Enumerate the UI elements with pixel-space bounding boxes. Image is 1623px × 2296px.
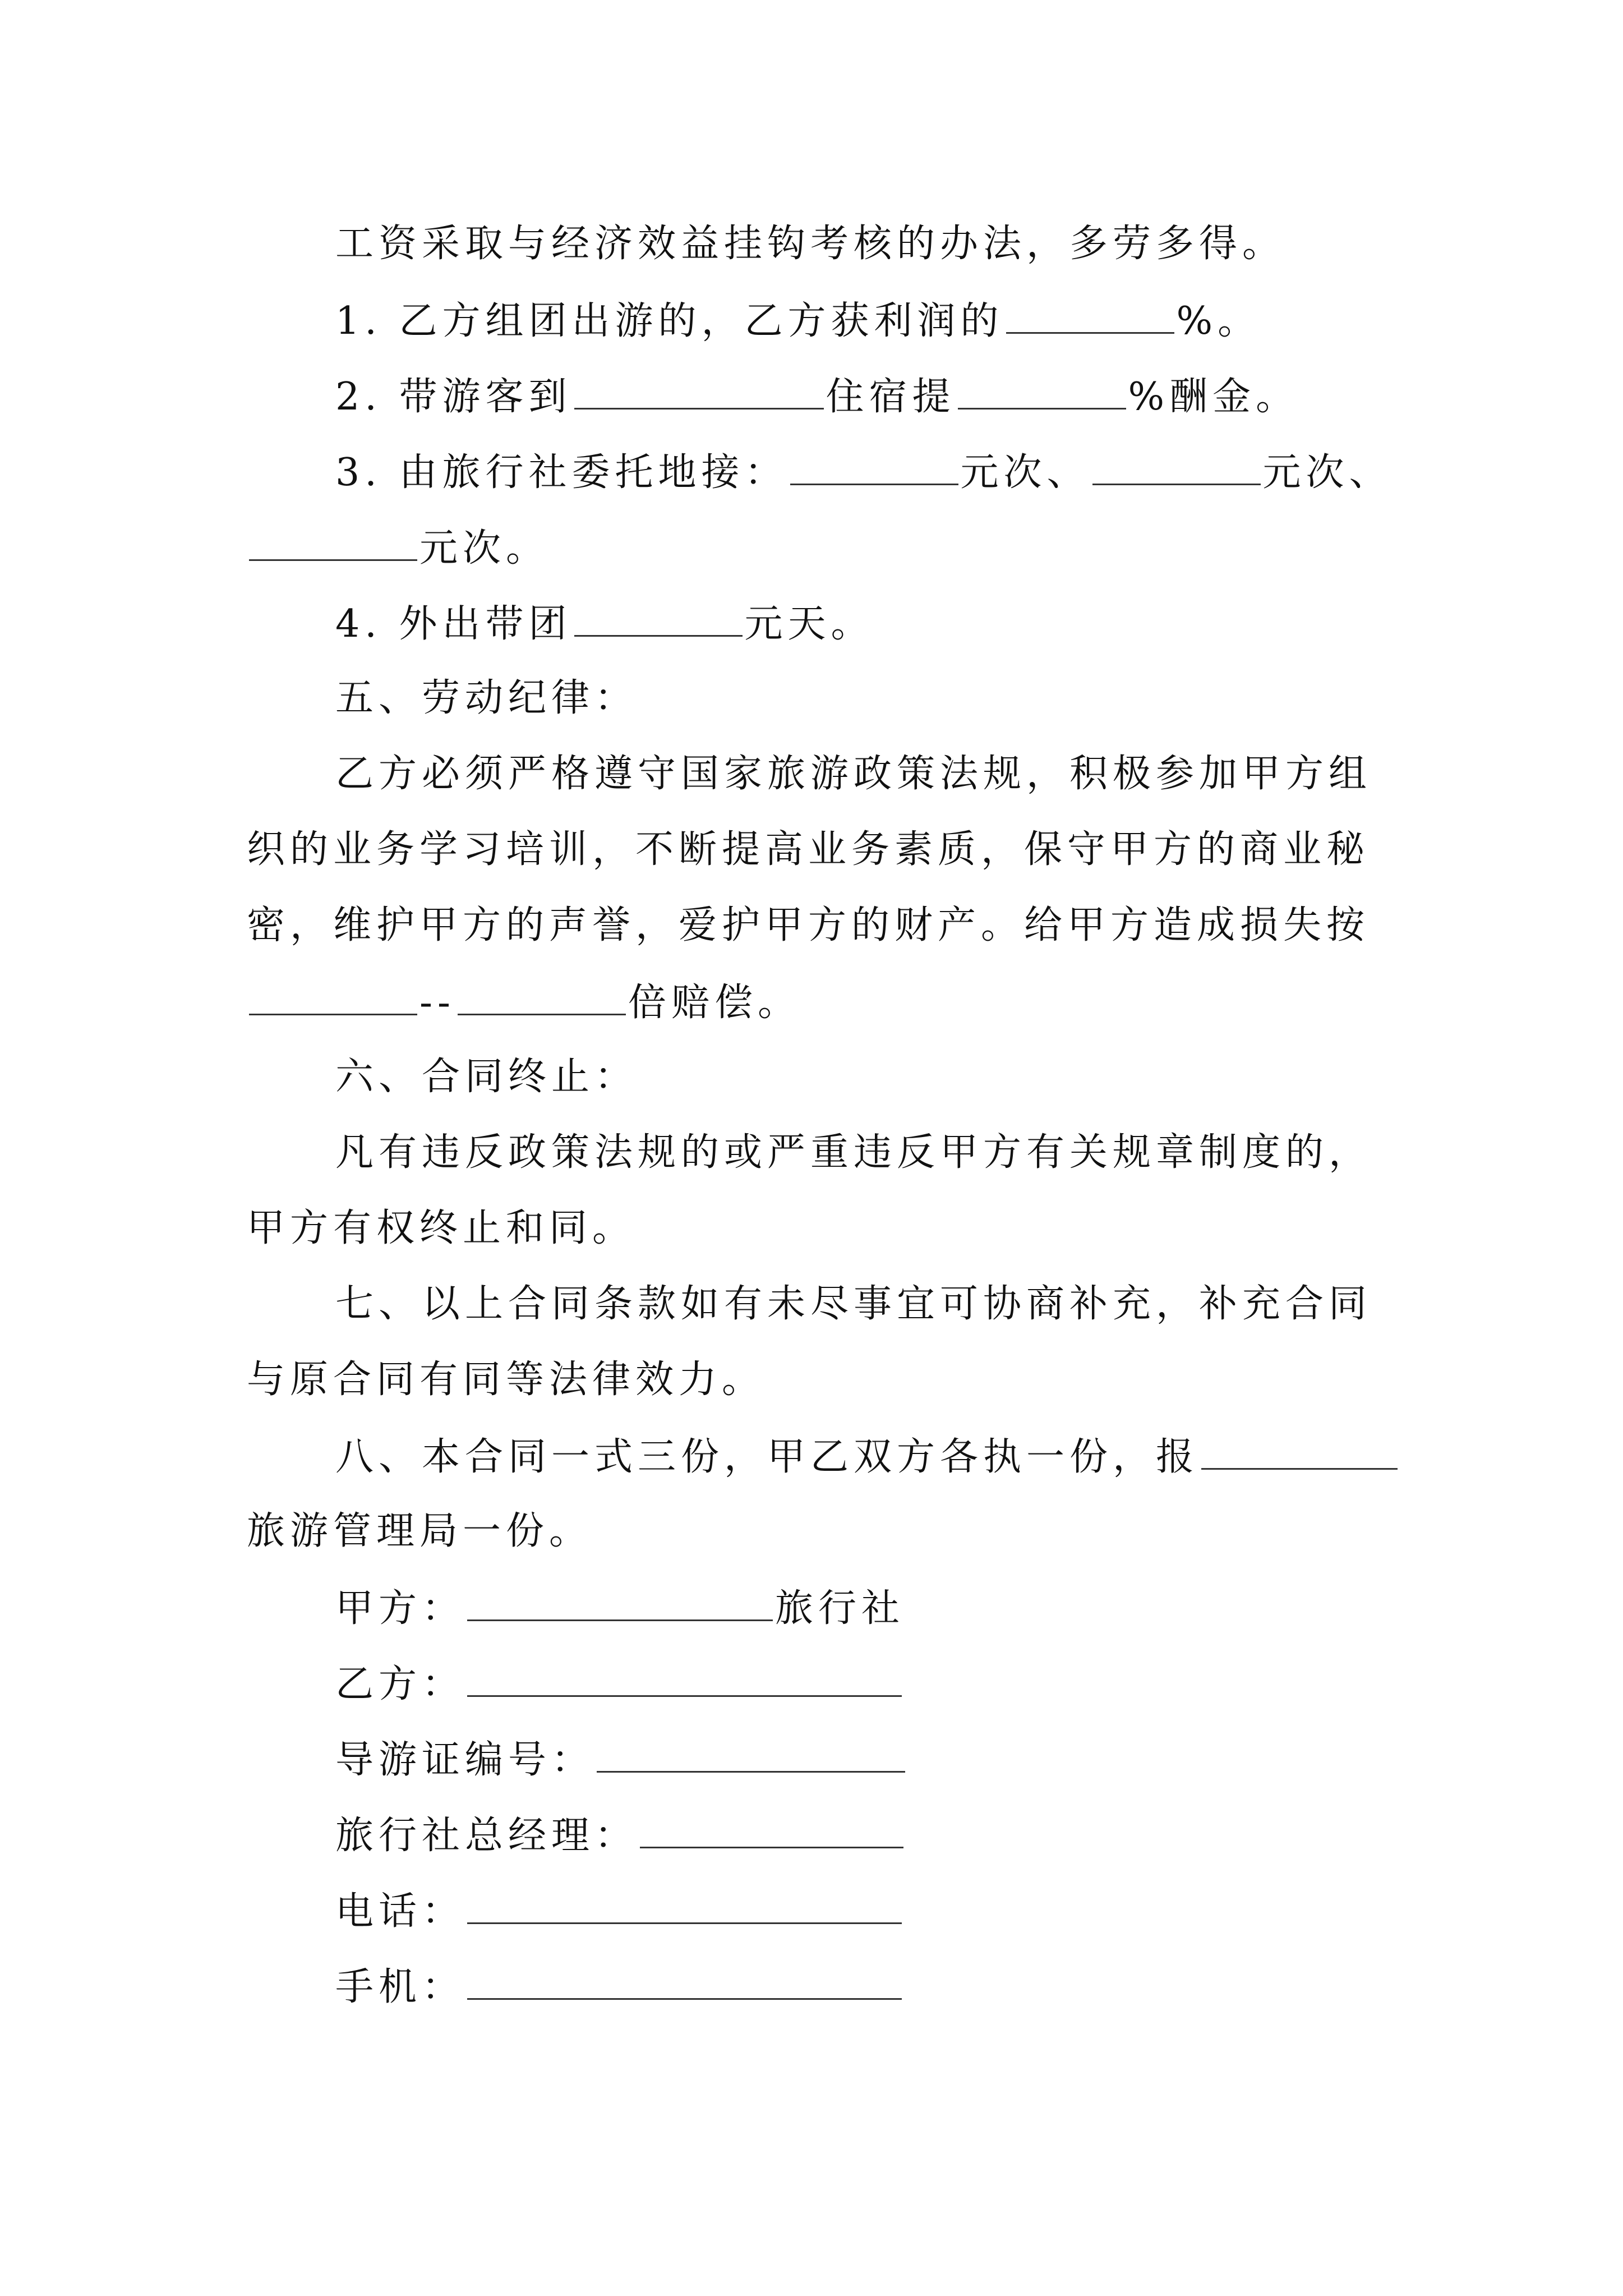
text: 五、劳动纪律： xyxy=(335,676,638,720)
phone-label: 电话： xyxy=(335,1889,465,1934)
item-3-continued xyxy=(247,524,549,571)
blank-field[interactable] xyxy=(574,600,743,637)
text: -- xyxy=(419,981,455,1025)
text: 元次、 xyxy=(960,450,1090,495)
paragraph-discipline xyxy=(247,827,1370,872)
phone-row xyxy=(335,1888,904,1934)
heading-termination xyxy=(335,1055,638,1099)
blank-field[interactable] xyxy=(249,979,417,1015)
text: 六、合同终止： xyxy=(335,1055,638,1099)
text: 元次、 xyxy=(1262,450,1393,495)
text: 乙方必须严格遵守国家旅游政策法规，积极参加甲方组 xyxy=(335,752,1372,796)
blank-field[interactable] xyxy=(1201,1433,1398,1470)
manager-field[interactable] xyxy=(640,1812,903,1848)
text: 密，维护甲方的声誉，爱护甲方的财产。给甲方造成损失按 xyxy=(247,903,1370,947)
paragraph-discipline xyxy=(335,752,1372,797)
paragraph-termination xyxy=(247,1206,635,1251)
text: 旅游管理局一份。 xyxy=(247,1509,593,1553)
blank-field[interactable] xyxy=(458,979,626,1015)
guide-cert-label: 导游证编号： xyxy=(335,1738,595,1782)
paragraph-discipline xyxy=(247,979,801,1025)
heading-discipline xyxy=(335,676,638,721)
paragraph-supplement xyxy=(335,1282,1372,1327)
party-a-suffix: 旅行社 xyxy=(775,1586,905,1631)
item-3-local xyxy=(335,449,1393,495)
paragraph-copies xyxy=(247,1509,592,1554)
text: 甲方有权终止和同。 xyxy=(247,1206,636,1250)
party-b-field[interactable] xyxy=(467,1660,902,1697)
blank-field[interactable] xyxy=(958,373,1126,409)
blank-field[interactable] xyxy=(1006,297,1174,334)
phone-field[interactable] xyxy=(467,1888,902,1924)
party-a-row xyxy=(335,1585,905,1631)
blank-field[interactable] xyxy=(1092,449,1261,485)
text: 元次。 xyxy=(419,526,550,570)
manager-row xyxy=(335,1812,906,1858)
guide-cert-row xyxy=(335,1736,907,1783)
text: 1. 乙方组团出游的，乙方获利润的 xyxy=(335,299,1004,343)
paragraph-termination xyxy=(335,1130,1372,1175)
party-b-row xyxy=(335,1660,904,1707)
text: 2. 带游客到 xyxy=(335,375,572,419)
text: 与原合同有同等法律效力。 xyxy=(247,1358,766,1402)
text: %酬金。 xyxy=(1128,375,1299,419)
text: 工资采取与经济效益挂钩考核的办法，多劳多得。 xyxy=(335,222,1286,266)
party-a-field[interactable] xyxy=(467,1585,773,1621)
paragraph-discipline xyxy=(247,903,1370,948)
party-a-label: 甲方： xyxy=(335,1586,465,1631)
text: %。 xyxy=(1176,299,1261,343)
mobile-field[interactable] xyxy=(467,1963,902,2000)
paragraph-copies xyxy=(335,1433,1400,1480)
mobile-row xyxy=(335,1963,904,2010)
mobile-label: 手机： xyxy=(335,1965,465,2009)
text: 八、本合同一式三份，甲乙双方各执一份，报 xyxy=(335,1435,1200,1479)
paragraph-supplement xyxy=(247,1358,765,1402)
text: 倍赔偿。 xyxy=(628,981,801,1025)
item-1-profit xyxy=(335,297,1261,344)
text: 住宿提 xyxy=(826,375,956,419)
text: 凡有违反政策法规的或严重违反甲方有关规章制度的， xyxy=(335,1130,1372,1175)
party-b-label: 乙方： xyxy=(335,1662,465,1706)
text: 4. 外出带团 xyxy=(335,602,572,646)
guide-cert-field[interactable] xyxy=(597,1736,905,1773)
text: 七、以上合同条款如有未尽事宜可协商补充，补充合同 xyxy=(335,1282,1372,1326)
text: 3. 由旅行社委托地接： xyxy=(335,450,788,495)
text: 元天。 xyxy=(744,602,874,646)
manager-label: 旅行社总经理： xyxy=(335,1814,638,1858)
blank-field[interactable] xyxy=(790,449,958,485)
paragraph-wage xyxy=(335,222,1285,266)
blank-field[interactable] xyxy=(574,373,824,409)
item-4-tour xyxy=(335,600,874,647)
text: 织的业务学习培训，不断提高业务素质，保守甲方的商业秘 xyxy=(247,827,1370,872)
blank-field[interactable] xyxy=(249,524,417,561)
item-2-lodging xyxy=(335,373,1299,420)
